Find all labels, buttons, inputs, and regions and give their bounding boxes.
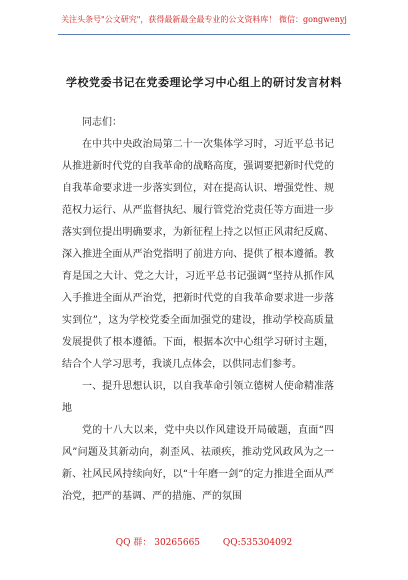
- greeting: 同志们：: [82, 117, 122, 128]
- footer-contacts: [0, 536, 408, 550]
- paragraph-section-1: 党的十八大以来，党中央以作风建设开局破题，直面“四风”问题及其新动向，刹歪风、祛顽疾，推动党风政风为之一新、社风民风持续向好，以“十年磨一剑”的定力推进全面从严治党，把严的基调、严的措施、严的氛围: [62, 425, 334, 502]
- footer-qq-number: QQ:535304092: [222, 538, 293, 548]
- footer-qq-group: QQ 群： 30265665: [115, 538, 201, 548]
- header-notice: 关注头条号"公文研究"，获得最新最全最专业的公文资料库！ 微信：gongwenyj: [61, 15, 347, 24]
- document-body: [62, 112, 334, 508]
- section-heading-1: 一、提升思想认识，以自我革命引领立德树人使命精准落地: [62, 381, 334, 414]
- header-divider: [58, 34, 350, 35]
- paragraph-intro: 在中共中央政治局第二十一次集体学习时，习近平总书记从推进新时代党的自我革命的战略高度，强调要把新时代党的自我革命要求进一步落实到位，对在提高认识、增强党性、规范权力运行、从严监督执纪、履行管党治党责任等方面进一步落实到位提出明确要求，为新征程上持之以恒正风肃纪反腐、深入推进全面从严治党指明了前进方向、提供了根本遵循。教育是国之大计、党之大计，习近平总书记强调“坚持从抓作风入手推进全面从严治党，把新时代党的自我革命要求进一步落实到位”，这为学校党委全面加强党的建设，推动学校高质量发展提供了根本遵循。下面，根据本次中心组学习研讨主题，结合个人学习思考，我谈几点体会，以供同志们参考。: [62, 139, 334, 370]
- document-title: 学校党委书记在党委理论学习中心组上的研讨发言材料: [66, 76, 342, 89]
